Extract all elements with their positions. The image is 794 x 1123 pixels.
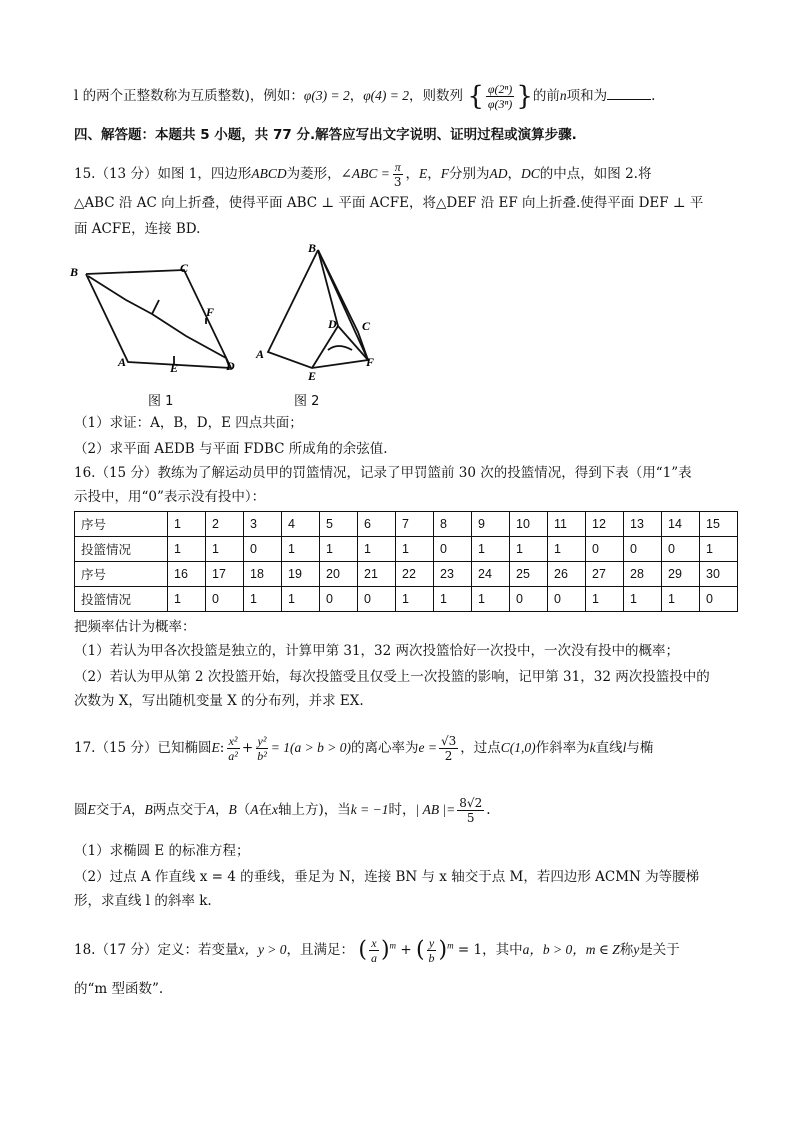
table-row: 投篮情况 1 0 1 1 0 0 1 1 1 0 0 1 1 1 0: [75, 587, 738, 612]
figure-2-caption: 图 2: [294, 394, 320, 409]
q16-line1: 16.（15 分）教练为了解运动员甲的罚篮情况，记录了甲罚篮前 30 次的投篮情况，得到下表（用“1”表: [74, 465, 692, 481]
prev-question-tail: l 的两个正整数称为互质整数)，例如：φ(3) = 2，φ(4) = 2，则数列 { $\frac{\text{φ(2ⁿ)}}{\text{φ(3ⁿ)}}$ }的前n项和为 .: [74, 81, 656, 112]
q15-line2: △ABC 沿 AC 向上折叠，使得平面 ABC ⊥ 平面 ACFE，将△DEF 沿 EF 向上折叠.使得平面 DEF ⊥ 平: [74, 195, 704, 211]
q16-line2: 示投中，用“0”表示没有投中）：: [74, 489, 266, 505]
fig2-label-b: B: [308, 242, 317, 255]
table-header-cell: 序号: [75, 512, 168, 537]
q16-part2a: （2）若认为甲从第 2 次投篮开始，每次投篮受且仅受上一次投篮的影响，记甲第 31，32 两次投篮投中的: [74, 669, 710, 685]
q15-line1: 15.（13 分）如图 1，四边形ABCD为菱形，∠ABC = $\frac{\pi}{3}$ ，E，F分别为AD，DC的中点，如图 2.将: [74, 160, 652, 189]
outer-shape: [268, 250, 368, 368]
pi-over-3: $\frac{\pi}{3}$: [393, 160, 402, 189]
q17-part2a: （2）过点 A 作直线 x = 4 的垂线，垂足为 N，连接 BN 与 x 轴交于点 M，若四边形 ACMN 为等腰梯: [74, 869, 700, 885]
fold-arc: [328, 346, 352, 350]
fig1-label-d: D: [226, 359, 235, 373]
q16-part2b: 次数为 X，写出随机变量 X 的分布列，并求 EX.: [74, 693, 364, 709]
fig1-label-f: F: [206, 305, 215, 319]
fold-line-upper: [88, 276, 152, 314]
q15-part1: （1）求证：A，B，D，E 四点共面；: [74, 415, 303, 431]
table-header-cell: 投篮情况: [75, 587, 168, 612]
table-row: 投篮情况 1 1 0 1 1 1 1 0 1 1 1 0 0 0 1: [75, 537, 738, 562]
table-row: 序号 1 2 3 4 5 6 7 8 9 10 11 12 13 14 15: [75, 512, 738, 537]
q16-part1: （1）若认为甲各次投篮是独立的，计算甲第 31，32 两次投篮恰好一次投中，一次没有投中的概率；: [74, 643, 680, 659]
fig2-label-e: E: [308, 369, 317, 383]
q15-part2: （2）求平面 AEDB 与平面 FDBC 所成角的余弦值.: [74, 441, 388, 457]
table-header-cell: 序号: [75, 562, 168, 587]
shot-table: [74, 511, 738, 612]
fig1-label-c: C: [180, 261, 189, 275]
fig1-label-a: A: [118, 355, 127, 369]
q17-line2: 圆E交于A，B两点交于A，B（A在x轴上方)，当k = −1时，| AB |= $\frac{8√2}{5}$ .: [74, 796, 491, 825]
q17-part1: （1）求椭圆 E 的标准方程；: [74, 843, 250, 859]
q15-line3: 面 ACFE，连接 BD.: [74, 221, 201, 237]
q16-after: 把频率估计为概率：: [74, 619, 196, 635]
section-heading: 四、解答题：本题共 5 小题，共 77 分.解答应写出文字说明、证明过程或演算步骤.: [74, 127, 577, 143]
table-row: 序号 16 17 18 19 20 21 22 23 24 25 26 27 28 29 30: [75, 562, 738, 587]
fold-mark: [152, 300, 159, 314]
answer-blank: [607, 87, 651, 100]
figure-1: [66, 258, 246, 378]
fig1-label-e: E: [170, 361, 179, 375]
q18-line1: 18.（17 分）定义：若变量x，y > 0，且满足： ( $\frac{x}{a}$ )$^m$ + ( $\frac{y}{b}$ )$^m$ = 1，其中a，b > 0，m ∈ Z称y是关于: [74, 936, 680, 965]
figure-1-caption: 图 1: [148, 394, 174, 409]
fig2-label-f: F: [366, 355, 375, 369]
figure-2: [250, 242, 390, 387]
sequence-fraction: $\frac{\text{φ(2ⁿ)}}{\text{φ(3ⁿ)}}$: [487, 82, 513, 111]
fig2-label-d: D: [328, 317, 337, 331]
fig2-label-c: C: [362, 319, 371, 333]
q18-line2: 的“m 型函数”.: [74, 981, 164, 997]
edge-b-f: [318, 250, 368, 360]
fig1-label-b: B: [70, 265, 79, 279]
q17-line1: 17.（15 分）已知椭圆E: $\frac{\text{x²}}{\text{a²}}$ + $\frac{\text{y²}}{\text{b²}}$ = 1(a > b > 0)的离心率为e = $\frac{√3}{2}$ ，过点C(1,0)作斜率为k直线l与椭: [74, 734, 654, 763]
fig2-label-a: A: [256, 347, 265, 361]
q17-part2b: 形，求直线 l 的斜率 k.: [74, 893, 212, 909]
table-header-cell: 投篮情况: [75, 537, 168, 562]
